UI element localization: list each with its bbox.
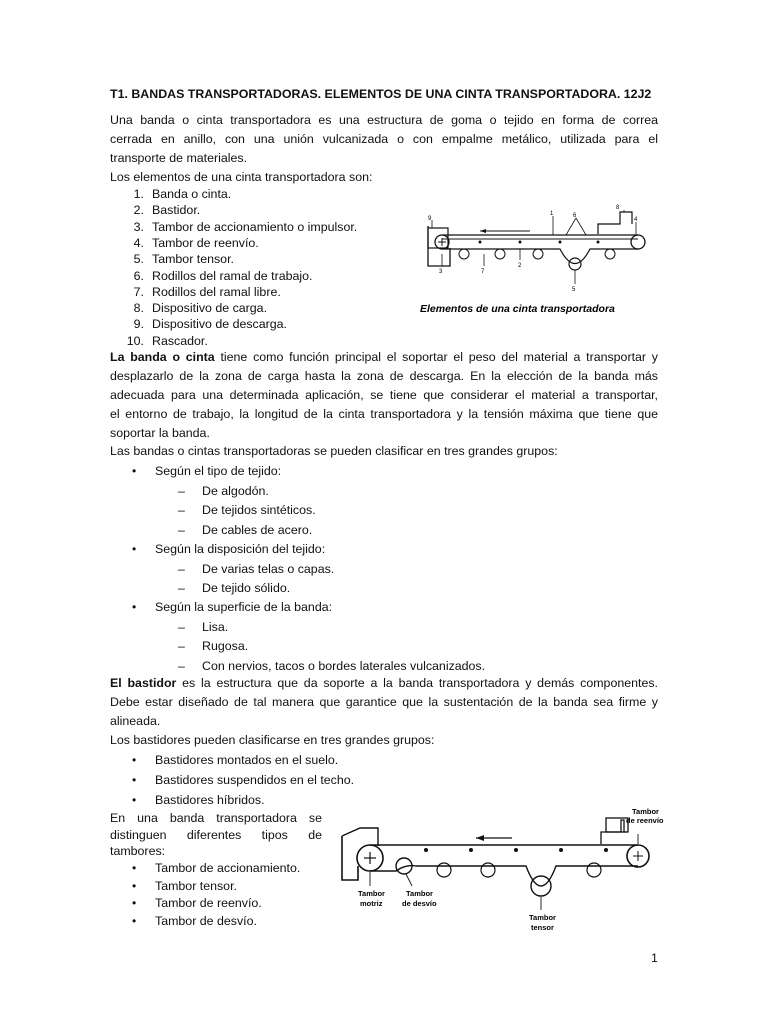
element-number: 8.	[133, 301, 144, 316]
group-dash: –	[178, 483, 185, 498]
group-item: De tejidos sintéticos.	[202, 503, 316, 517]
element-text: Rodillos del ramal de trabajo.	[152, 268, 313, 283]
intro-line-3: transporte de materiales.	[110, 151, 248, 165]
intro-line-2: cerrada en anillo, con una unión vulcanizada o con empalme metálico, utilizada para el	[110, 132, 658, 146]
element-list-item	[126, 219, 357, 235]
group-item: Rugosa.	[202, 639, 249, 653]
tambor-item: Tambor de accionamiento.	[155, 861, 301, 875]
element-text: Dispositivo de carga.	[152, 301, 268, 316]
bastidores-intro: Los bastidores pueden clasificarse en tres grandes grupos:	[110, 733, 435, 747]
intro-line-1: Una banda o cinta transportadora es una estructura de goma o tejido en forma de correa	[110, 113, 658, 127]
fig2-reenvio-1: Tambor	[632, 807, 659, 816]
element-number: 2.	[133, 203, 144, 218]
fig1-caption: Elementos de una cinta transportadora	[420, 303, 615, 315]
banda-line-4: el entorno de trabajo, la longitud de la cinta transportadora y la tensión máxima que tiene que	[110, 407, 658, 421]
group-dash: –	[178, 639, 185, 653]
group-item: De cables de acero.	[202, 522, 313, 537]
group-item: De tejido sólido.	[202, 581, 291, 595]
group-dash: –	[178, 522, 185, 537]
group-label: Según la disposición del tejido:	[155, 542, 326, 556]
group-item: De algodón.	[202, 483, 269, 498]
fig1-label-3: 3	[439, 269, 443, 275]
group-bullet: •	[132, 600, 137, 614]
fig2-motriz-1: Tambor	[358, 889, 385, 898]
bastidor-bullet: •	[132, 793, 137, 807]
elements-intro: Los elementos de una cinta transportadora son:	[110, 170, 373, 184]
group-dash: –	[178, 581, 185, 595]
group-bullet: •	[132, 542, 137, 556]
bastidor-item: Bastidores montados en el suelo.	[155, 753, 339, 767]
tambor-item: Tambor de reenvío.	[155, 896, 262, 910]
group-label: Según la superficie de la banda:	[155, 600, 333, 614]
conveyor-figure-1	[420, 198, 660, 324]
element-number: 4.	[133, 235, 144, 250]
fig1-label-1: 1	[550, 211, 554, 217]
page-title: T1. BANDAS TRANSPORTADORAS. ELEMENTOS DE UNA CINTA TRANSPORTADORA. 12J2	[110, 87, 652, 101]
element-text: Bastidor.	[152, 203, 201, 218]
group-item: Lisa.	[202, 619, 229, 634]
banda-line-2: desplazarlo de la zona de carga hasta la zona de descarga. En la elección de la banda más	[110, 369, 658, 383]
bastidor-bullet: •	[132, 773, 137, 787]
bastidor-bullet: •	[132, 753, 137, 767]
group-bullet: •	[132, 464, 137, 478]
group-item: De varias telas o capas.	[202, 561, 335, 576]
element-text: Tambor tensor.	[152, 252, 234, 267]
fig2-tensor-2: tensor	[531, 923, 554, 932]
clasif-intro: Las bandas o cintas transportadoras se pueden clasificar en tres grandes grupos:	[110, 444, 558, 458]
element-list-item	[126, 268, 312, 284]
element-list-item	[126, 300, 267, 316]
element-number: 10.	[126, 333, 144, 348]
group-dash: –	[178, 619, 185, 634]
tambor-bullet: •	[132, 861, 137, 875]
group-item: Con nervios, tacos o bordes laterales vulcanizados.	[202, 658, 486, 673]
element-list-item	[126, 186, 231, 202]
fig2-desvio-2: de desvío	[402, 899, 437, 908]
element-list-item	[126, 284, 281, 300]
element-list-item	[126, 251, 234, 267]
fig1-label-4: 4	[634, 217, 638, 223]
tambor-bullet: •	[132, 878, 137, 893]
conveyor-figure-2	[336, 806, 702, 936]
element-text: Rascador.	[152, 333, 208, 348]
bastidor-item: Bastidores híbridos.	[155, 793, 265, 807]
tambor-bullet: •	[132, 913, 137, 928]
banda-line-3: adecuada para una determinada aplicación, se tiene que considerar el material a transportar,	[110, 388, 658, 402]
fig1-label-2: 2	[518, 263, 522, 269]
banda-line-1: La banda o cinta tiene como función principal el soportar el peso del material a transportar y	[110, 350, 658, 364]
element-text: Rodillos del ramal libre.	[152, 284, 281, 299]
element-text: Tambor de accionamiento o impulsor.	[152, 219, 358, 234]
group-dash: –	[178, 561, 185, 576]
element-list-item	[126, 202, 200, 218]
bastidor-line-3: alineada.	[110, 714, 161, 728]
fig1-label-9: 9	[428, 216, 432, 222]
fig1-label-7: 7	[481, 269, 485, 275]
element-list-item	[126, 333, 208, 349]
tambores-line-3: tambores:	[110, 844, 166, 858]
tambores-line-2: distinguen diferentes tipos de	[110, 828, 322, 842]
tambor-item: Tambor tensor.	[155, 878, 237, 893]
group-dash: –	[178, 503, 185, 517]
element-number: 3.	[133, 219, 144, 234]
fig2-desvio-1: Tambor	[406, 889, 433, 898]
fig1-label-8: 8	[616, 205, 620, 211]
bastidor-line-1: El bastidor es la estructura que da soporte a la banda transportadora y demás componentes.	[110, 676, 658, 690]
element-text: Banda o cinta.	[152, 187, 232, 201]
element-number: 7.	[133, 284, 144, 299]
fig2-tensor-1: Tambor	[529, 913, 556, 922]
tambor-item: Tambor de desvío.	[155, 913, 257, 928]
element-list-item	[126, 316, 287, 332]
element-text: Tambor de reenvío.	[152, 235, 259, 250]
fig2-motriz-2: motriz	[360, 899, 383, 908]
fig2-reenvio-2: de reenvío	[626, 816, 664, 825]
tambores-line-1: En una banda transportadora se	[110, 811, 322, 825]
element-number: 1.	[133, 187, 144, 201]
tambor-bullet: •	[132, 896, 137, 910]
group-label: Según el tipo de tejido:	[155, 464, 282, 478]
banda-line-5: soportar la banda.	[110, 426, 210, 440]
bastidor-line-2: Debe estar diseñado de tal manera que garantice que la sustentación de la banda sea firme y	[110, 695, 658, 709]
element-number: 6.	[133, 268, 144, 283]
element-number: 5.	[133, 252, 144, 267]
element-text: Dispositivo de descarga.	[152, 317, 287, 332]
bastidor-item: Bastidores suspendidos en el techo.	[155, 773, 355, 787]
group-dash: –	[178, 658, 185, 673]
fig1-label-6: 6	[573, 213, 577, 219]
element-list-item	[126, 235, 259, 251]
fig1-label-5: 5	[572, 287, 576, 293]
element-number: 9.	[133, 317, 144, 332]
page-number: 1	[651, 951, 658, 965]
